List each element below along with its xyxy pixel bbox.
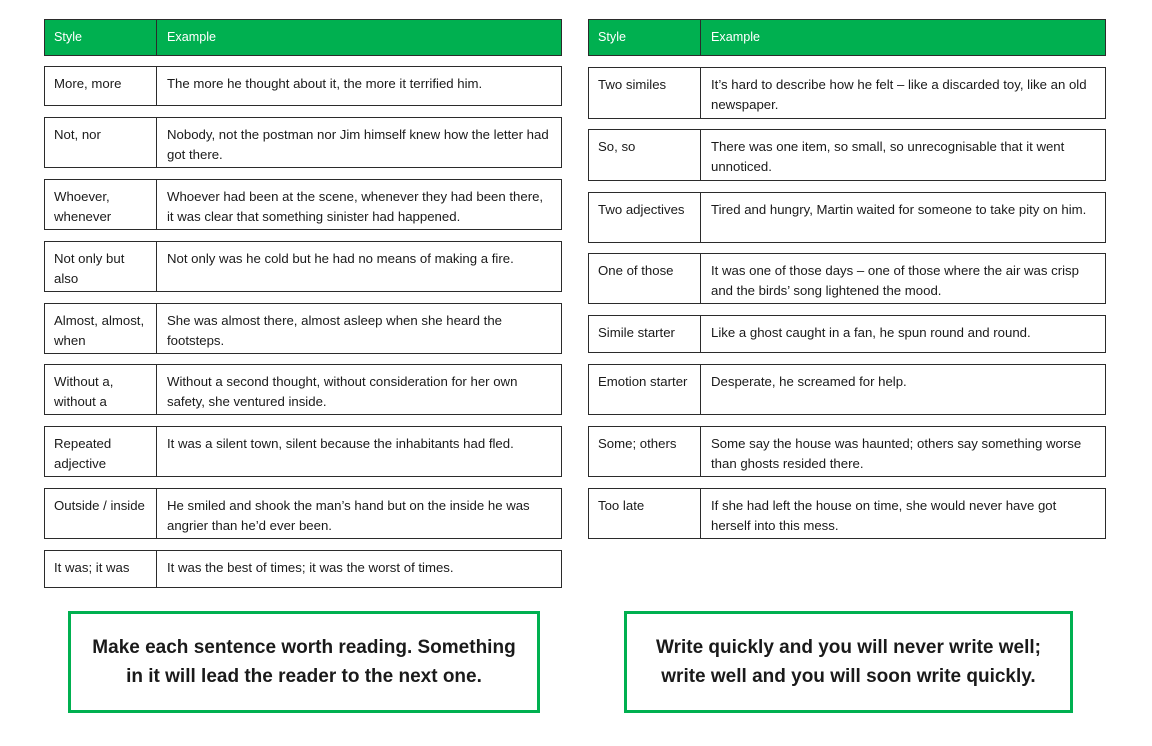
header-style: Style (589, 20, 701, 55)
example-cell: He smiled and shook the man’s hand but on the inside he was angrier than he’d ever been. (167, 498, 530, 533)
style-cell: Too late (589, 489, 701, 538)
style-cell: More, more (45, 67, 157, 105)
style-cell: Two similes (589, 68, 701, 118)
header-style: Style (45, 20, 157, 55)
style-cell: Simile starter (589, 316, 701, 352)
style-cell: So, so (589, 130, 701, 180)
example-cell: It’s hard to describe how he felt – like a discarded toy, like an old newspaper. (711, 77, 1087, 112)
example-cell: Nobody, not the postman nor Jim himself knew how the letter had got there. (167, 127, 549, 162)
table-row (588, 192, 1106, 243)
style-cell: Some; others (589, 427, 701, 476)
quote-text-left: Make each sentence worth reading. Something in it will lead the reader to the next one. (92, 637, 516, 687)
header-example: Example (711, 30, 760, 44)
table-row (44, 426, 562, 477)
table-row (44, 241, 562, 292)
style-cell: One of those (589, 254, 701, 303)
example-cell: There was one item, so small, so unrecognisable that it went unnoticed. (711, 139, 1065, 174)
example-cell: Desperate, he screamed for help. (711, 374, 907, 389)
example-cell: Whoever had been at the scene, whenever they had been there, it was clear that something sinister had happened. (167, 189, 544, 224)
quote-box-left (68, 611, 540, 713)
example-cell: If she had left the house on time, she would never have got herself into this mess. (711, 498, 1057, 533)
style-cell: Not, nor (45, 118, 157, 167)
table-row (44, 550, 562, 588)
example-cell: Without a second thought, without consideration for her own safety, she ventured inside. (167, 374, 518, 409)
table-row (588, 253, 1106, 304)
example-cell: Like a ghost caught in a fan, he spun round and round. (711, 325, 1031, 340)
example-cell: Some say the house was haunted; others say something worse than ghosts resided there. (711, 436, 1082, 471)
table-row (44, 66, 562, 106)
table-row (588, 67, 1106, 119)
style-cell: Not only but also (45, 242, 157, 291)
table-row (44, 303, 562, 354)
example-cell: She was almost there, almost asleep when she heard the footsteps. (167, 313, 503, 348)
style-cell: Whoever, whenever (45, 180, 157, 229)
table-row (588, 129, 1106, 181)
style-cell: It was; it was (45, 551, 157, 587)
table-row (44, 364, 562, 415)
example-cell: Tired and hungry, Martin waited for someone to take pity on him. (711, 202, 1087, 217)
style-cell: Outside / inside (45, 489, 157, 538)
table-row (588, 488, 1106, 539)
quote-box-right (624, 611, 1073, 713)
table-row (588, 426, 1106, 477)
example-cell: It was a silent town, silent because the inhabitants had fled. (167, 436, 514, 451)
quote-text-right: Write quickly and you will never write well; write well and you will soon write quickly. (655, 637, 1042, 687)
table-header (588, 19, 1106, 56)
style-cell: Almost, almost, when (45, 304, 157, 353)
table-header (44, 19, 562, 56)
example-cell: It was the best of times; it was the worst of times. (167, 560, 454, 575)
style-cell: Without a, without a (45, 365, 157, 414)
example-cell: Not only was he cold but he had no means of making a fire. (167, 251, 514, 266)
table-row (44, 488, 562, 539)
style-cell: Repeated adjective (45, 427, 157, 476)
table-row (588, 315, 1106, 353)
style-cell: Emotion starter (589, 365, 701, 414)
table-row (588, 364, 1106, 415)
table-row (44, 117, 562, 168)
table-row (44, 179, 562, 230)
example-cell: The more he thought about it, the more it terrified him. (167, 76, 483, 91)
style-cell: Two adjectives (589, 193, 701, 242)
header-example: Example (167, 30, 216, 44)
example-cell: It was one of those days – one of those where the air was crisp and the birds’ song lightened the mood. (711, 263, 1079, 298)
